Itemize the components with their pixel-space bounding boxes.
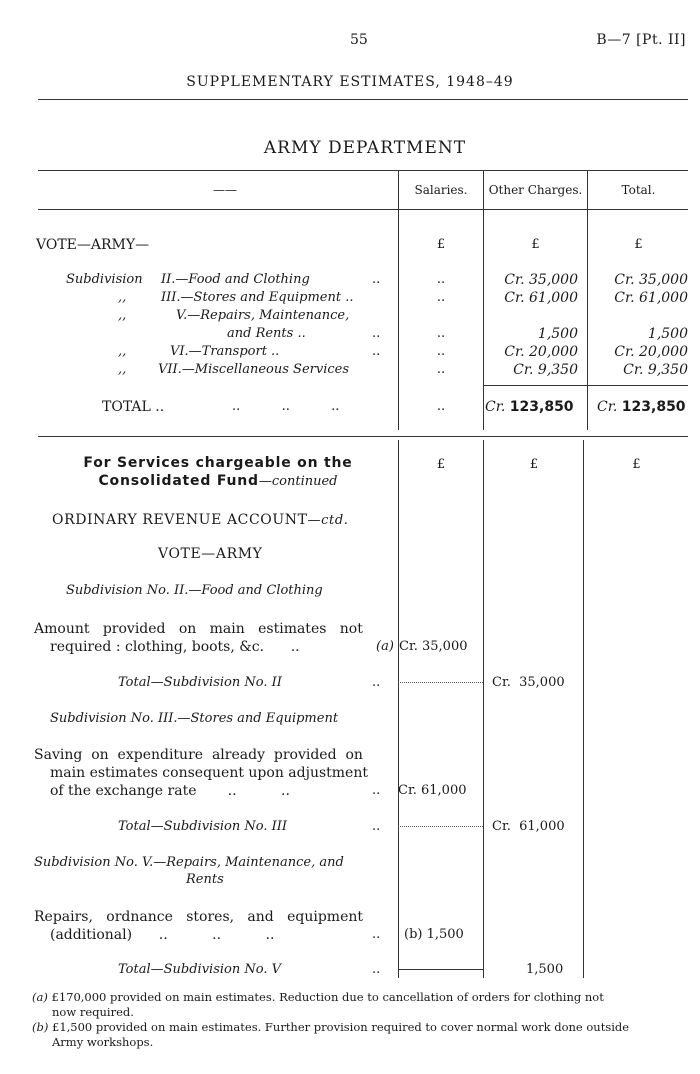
detail-col-divider-3 [583, 440, 584, 978]
currency-salaries: £ [436, 237, 446, 252]
subdivision-5-total-value: 1,500 [526, 962, 564, 977]
detail-currency-other: £ [529, 457, 539, 472]
summary-total-other-prefix: Cr. [485, 399, 506, 415]
subdivision-3-item-line2: main estimates consequent upon adjustment [50, 765, 368, 781]
subdivision-5-item-dots: .. [372, 927, 381, 942]
summary-row-other: Cr. 20,000 [504, 344, 578, 360]
summary-row-dots: .. [372, 326, 381, 341]
account-heading: ORDINARY REVENUE ACCOUNT [52, 512, 308, 528]
column-header-blank: —— [213, 183, 237, 197]
subdivision-2-item-line2: required : clothing, boots, &c. .. [50, 639, 300, 655]
footnote-b-line2: Army workshops. [52, 1035, 154, 1049]
summary-total-salaries: .. [436, 399, 446, 414]
consolidated-fund-heading-line2: Consolidated Fund [98, 473, 259, 489]
summary-row-salaries: .. [436, 290, 446, 305]
summary-row-salaries: .. [436, 344, 446, 359]
footnote-b-ref: (b) [32, 1020, 49, 1034]
subdivision-3-amount: Cr. 61,000 [398, 783, 467, 798]
summary-row-label: V.—Repairs, Maintenance, [176, 308, 350, 323]
summary-row-total: 1,500 [647, 326, 688, 342]
detail-col-divider-2 [483, 440, 484, 978]
summary-row-prefix: ,, [118, 290, 127, 305]
summary-row-prefix: ,, [118, 308, 127, 323]
col-divider-1 [398, 170, 399, 430]
subdivision-5-total-dots: .. [372, 962, 381, 977]
subdivision-3-item-dots: .. [372, 783, 381, 798]
table-header-rule [38, 209, 688, 210]
subdivision-5-item-line2: (additional) .. .. .. [50, 927, 275, 943]
page-number: 55 [350, 32, 368, 48]
summary-row-other: Cr. 35,000 [504, 272, 578, 288]
summary-total-total: 123,850 [621, 399, 686, 415]
section-divider-rule [38, 436, 688, 437]
subdivision-5-rule [398, 969, 483, 970]
subdivision-2-total-value: Cr. 35,000 [492, 675, 565, 690]
subdivision-2-amount: Cr. 35,000 [399, 639, 468, 654]
summary-row-label: III.—Stores and Equipment .. [161, 290, 354, 305]
footnote-a-ref: (a) [32, 990, 48, 1004]
subdivision-3-item-line3: of the exchange rate .. .. [50, 783, 290, 799]
summary-total-label: TOTAL .. [102, 399, 165, 415]
summary-row-dots: .. [372, 272, 381, 287]
subdivision-3-total-label: Total—Subdivision No. III [118, 819, 288, 834]
detail-col-divider-1 [398, 440, 399, 978]
summary-row-total: Cr. 20,000 [614, 344, 688, 360]
summary-row-total: Cr. 35,000 [614, 272, 688, 288]
currency-other: £ [531, 237, 540, 252]
page-title: SUPPLEMENTARY ESTIMATES, 1948–49 [186, 74, 514, 90]
subdivision-2-rule [398, 682, 483, 683]
column-header-other-charges: Other Charges. [488, 183, 583, 197]
summary-row-label: II.—Food and Clothing [161, 272, 310, 287]
subdivision-3-heading: Subdivision No. III.—Stores and Equipment [50, 711, 339, 726]
column-header-total: Total. [621, 183, 656, 197]
subdivision-3-total-value: Cr. 61,000 [492, 819, 565, 834]
column-header-salaries: Salaries. [414, 183, 468, 197]
col-divider-2 [483, 170, 484, 430]
department-title: ARMY DEPARTMENT [263, 138, 467, 158]
col-divider-3 [587, 170, 588, 430]
consolidated-fund-continued: —continued [258, 474, 338, 489]
footnote-a-line1: £170,000 provided on main estimates. Reduction due to cancellation of orders for clothing not [51, 990, 604, 1004]
detail-currency-total: £ [632, 457, 641, 472]
subdivision-3-total-dots: .. [372, 819, 381, 834]
summary-row-salaries: .. [436, 272, 446, 287]
summary-total-other: 123,850 [509, 399, 574, 415]
summary-row-salaries: .. [436, 326, 446, 341]
vote-army-heading: VOTE—ARMY [158, 546, 263, 562]
subdivision-2-item-line1: Amount provided on main estimates not [34, 621, 363, 637]
summary-row-prefix: Subdivision [66, 272, 143, 287]
subdivision-2-total-label: Total—Subdivision No. II [118, 675, 282, 690]
summary-total-total-prefix: Cr. [597, 399, 618, 415]
summary-row-prefix: ,, [118, 344, 127, 359]
subdivision-5-item-line1: Repairs, ordnance stores, and equipment [34, 909, 364, 925]
subdivision-2-heading: Subdivision No. II.—Food and Clothing [66, 583, 323, 598]
account-heading-ctd: —ctd. [307, 513, 349, 528]
summary-row-other: 1,500 [537, 326, 578, 342]
summary-row-salaries: .. [436, 362, 446, 377]
summary-row-other: Cr. 9,350 [513, 362, 578, 378]
subdivision-5-amount: (b) 1,500 [404, 927, 464, 942]
summary-total-dots: .. .. .. [232, 399, 340, 414]
subdivision-5-total-label: Total—Subdivision No. V [118, 962, 281, 977]
summary-row-total: Cr. 9,350 [623, 362, 688, 378]
footnote-a-line2: now required. [52, 1005, 134, 1019]
consolidated-fund-heading-line1: For Services chargeable on the [83, 455, 353, 471]
summary-row-prefix: ,, [118, 362, 127, 377]
subdivision-5-heading-line2: Rents [186, 872, 224, 887]
subdivision-3-item-line1: Saving on expenditure already provided on [34, 747, 363, 763]
table-top-rule [38, 170, 688, 171]
summary-row-label: VI.—Transport .. [170, 344, 280, 359]
detail-currency-salaries: £ [436, 457, 446, 472]
summary-row-other: Cr. 61,000 [504, 290, 578, 306]
footnote-ref-a: (a) [376, 639, 394, 654]
summary-row-label: VII.—Miscellaneous Services [158, 362, 350, 377]
footnote-b-line1: £1,500 provided on main estimates. Further provision required to cover normal work done outside [52, 1020, 630, 1034]
subdivision-5-heading-line1: Subdivision No. V.—Repairs, Maintenance, and [34, 855, 344, 870]
summary-row-dots: .. [372, 344, 381, 359]
summary-row-total: Cr. 61,000 [614, 290, 688, 306]
page-reference: B—7 [Pt. II] [596, 32, 686, 48]
vote-army-label: VOTE—ARMY— [36, 237, 150, 253]
header-rule [38, 99, 688, 100]
total-sum-rule [484, 385, 688, 386]
subdivision-3-rule [398, 826, 483, 827]
summary-row-label: and Rents .. [227, 326, 306, 341]
subdivision-2-total-dots: .. [372, 675, 381, 690]
currency-total: £ [634, 237, 643, 252]
